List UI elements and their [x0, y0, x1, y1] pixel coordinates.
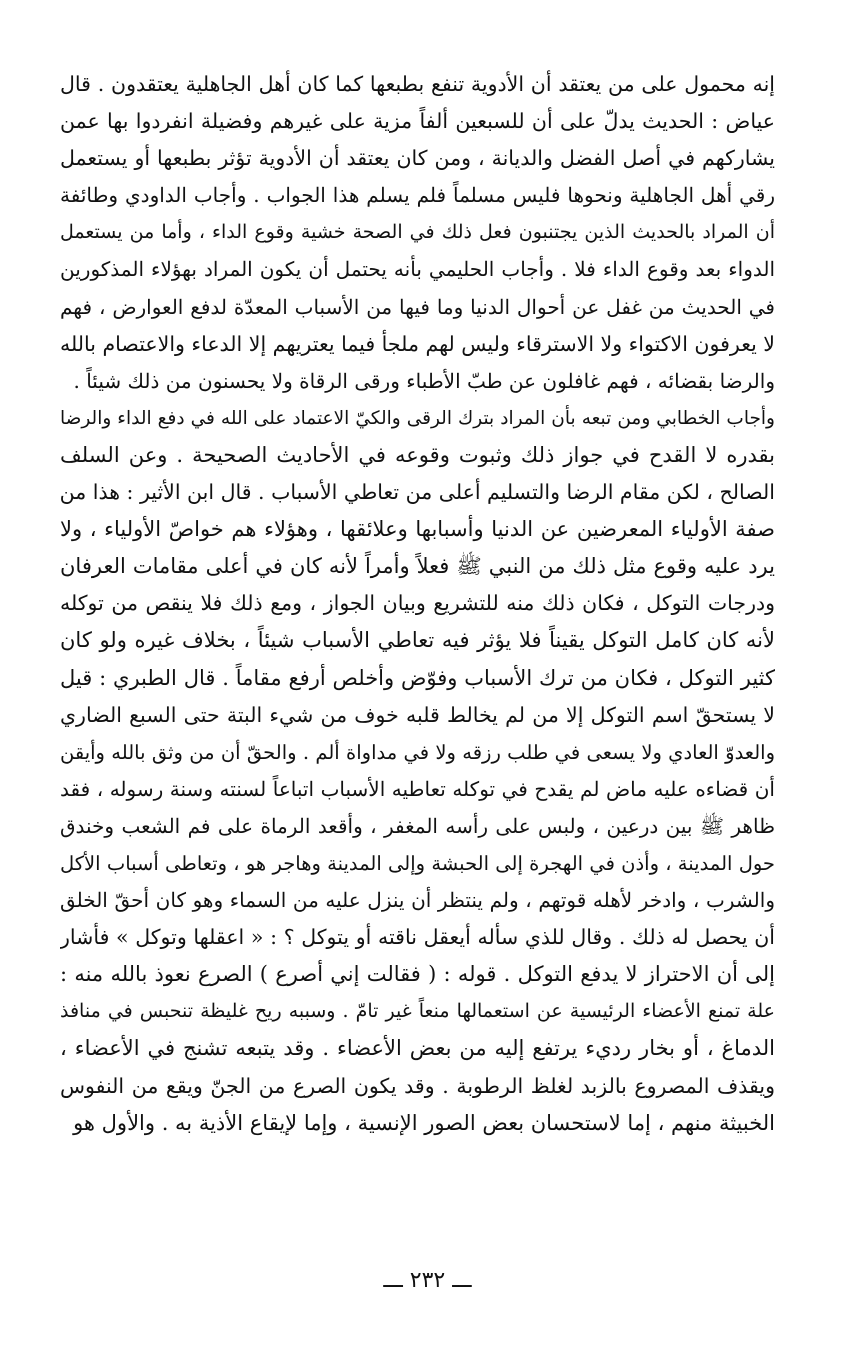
- text-line: في الحديث من غفل عن أحوال الدنيا وما فيها من الأسباب المعدّة لدفع العوارض ، فهم: [60, 294, 775, 319]
- body-text: [60, 66, 775, 1142]
- text-line: عياض : الحديث يدلّ على أن للسبعين ألفاً مزية على غيرهم وفضيلة انفردوا بها عمن: [60, 109, 775, 134]
- text-line: والعدوّ العادي ولا يسعى في طلب رزقه ولا في مداواة ألم . والحقّ أن من وثق بالله وأيقن: [60, 740, 775, 764]
- text-line: أن يحصل له ذلك . وقال للذي سأله أيعقل ناقته أو يتوكل ؟ : « اعقلها وتوكل » فأشار: [60, 925, 775, 950]
- text-line: ويقذف المصروع بالزبد لغلظ الرطوبة . وقد يكون الصرع من الجنّ ويقع من النفوس: [60, 1073, 775, 1098]
- text-line: إلى أن الاحتراز لا يدفع التوكل . قوله : ( فقالت إني أصرع ) الصرع نعوذ بالله منه :: [60, 962, 775, 987]
- text-line: حول المدينة ، وأذن في الهجرة إلى الحبشة وإلى المدينة وهاجر هو ، وتعاطى أسباب الأكل: [60, 851, 775, 875]
- text-line: أن قضاءه عليه ماض لم يقدح في توكله تعاطيه الأسباب اتباعاً لسنته وسنة رسوله ، فقد: [60, 776, 775, 801]
- text-line: صفة الأولياء المعرضين عن الدنيا وأسبابها وعلائقها ، وهؤلاء هم خواصّ الأولياء ، ولا: [60, 517, 775, 542]
- text-line: والشرب ، وادخر لأهله قوتهم ، ولم ينتظر أن ينزل عليه من السماء وهو كان أحقّ الخلق: [60, 888, 775, 913]
- text-line: الدواء بعد وقوع الداء فلا . وأجاب الحليمي بأنه يحتمل أن يكون المراد بهؤلاء المذكورين: [60, 257, 775, 282]
- text-line: لأنه كان كامل التوكل يقيناً فلا يؤثر فيه تعاطي الأسباب شيئاً ، بخلاف غيره ولو كان: [60, 628, 775, 653]
- text-line: أن المراد بالحديث الذين يجتنبون فعل ذلك في الصحة خشية وقوع الداء ، وأما من يستعمل: [60, 221, 775, 244]
- text-line: بقدره لا القدح في جواز ذلك وثبوت وقوعه في الأحاديث الصحيحة . وعن السلف: [60, 442, 775, 467]
- text-line: كثير التوكل ، فكان من ترك الأسباب وفوّض وأخلص أرفع مقاماً . قال الطبري : قيل: [60, 665, 775, 690]
- text-line: الخبيثة منهم ، إما لاستحسان بعض الصور الإنسية ، وإما لإيقاع الأذية به . والأول هو: [73, 1110, 775, 1135]
- text-line: الدماغ ، أو بخار رديء يرتفع إليه من بعض الأعضاء . وقد يتبعه تشنج في الأعضاء ،: [60, 1036, 775, 1061]
- document-page: [60, 66, 775, 1306]
- text-line: يشاركهم في أصل الفضل والديانة ، ومن كان يعتقد أن الأدوية تؤثر بطبعها أو يستعمل: [60, 146, 775, 171]
- text-line: ودرجات التوكل ، فكان ذلك منه للتشريع وبيان الجواز ، ومع ذلك فلا ينقص من توكله: [60, 591, 775, 616]
- text-line: يرد عليه وقوع مثل ذلك من النبي ﷺ فعلاً وأمراً لأنه كان في أعلى مقامات العرفان: [60, 554, 775, 579]
- text-line: لا يعرفون الاكتواء ولا الاسترقاء وليس لهم ملجأ فيما يعتريهم إلا الدعاء والاعتصام بالله: [60, 331, 775, 356]
- text-line: رقي أهل الجاهلية ونحوها فليس مسلماً فلم يسلم هذا الجواب . وأجاب الداودي وطائفة: [60, 183, 775, 208]
- text-line: لا يستحقّ اسم التوكل إلا من لم يخالط قلبه خوف من شيء البتة حتى السبع الضاري: [60, 702, 775, 727]
- text-line: والرضا بقضائه ، فهم غافلون عن طبّ الأطباء ورقى الرقاة ولا يحسنون من ذلك شيئاً .: [73, 368, 775, 393]
- text-line: إنه محمول على من يعتقد أن الأدوية تنفع بطبعها كما كان أهل الجاهلية يعتقدون . قال: [60, 72, 775, 96]
- page-number: ـــ ٢٣٢ ـــ: [383, 1268, 472, 1293]
- text-line: علة تمنع الأعضاء الرئيسية عن استعمالها منعاً غير تامّ . وسببه ريح غليظة تنحبس في منافذ: [60, 1000, 775, 1023]
- text-line: الصالح ، لكن مقام الرضا والتسليم أعلى من تعاطي الأسباب . قال ابن الأثير : هذا من: [60, 480, 775, 505]
- text-line: وأجاب الخطابي ومن تبعه بأن المراد بترك الرقى والكيّ الاعتماد على الله في دفع الداء والرضا: [60, 407, 775, 429]
- text-line: ظاهر ﷺ بين درعين ، ولبس على رأسه المغفر ، وأقعد الرماة على فم الشعب وخندق: [60, 813, 775, 838]
